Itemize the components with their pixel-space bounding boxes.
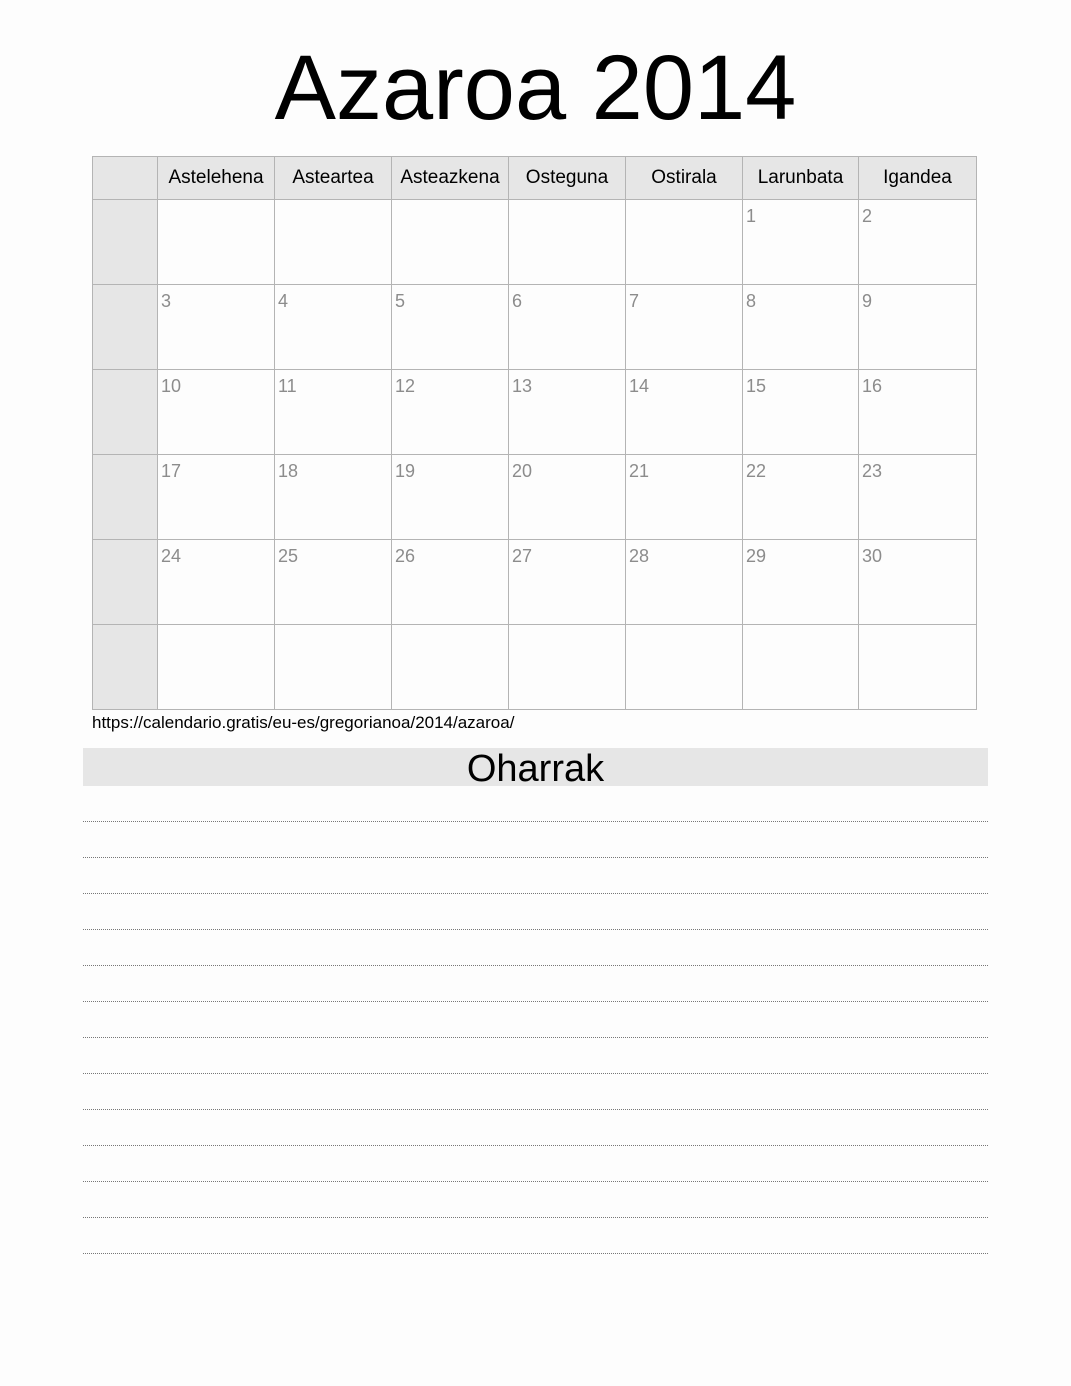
day-cell — [275, 200, 392, 285]
day-cell — [509, 200, 626, 285]
day-number: 26 — [395, 546, 416, 566]
day-number: 15 — [746, 376, 767, 396]
day-number — [626, 200, 742, 206]
day-number: 7 — [629, 291, 640, 311]
day-number: 23 — [862, 461, 883, 481]
day-cell — [392, 455, 509, 540]
day-cell — [509, 625, 626, 710]
day-cell — [626, 455, 743, 540]
day-cell — [392, 625, 509, 710]
day-number — [743, 625, 858, 631]
weekday-header: Igandea — [859, 157, 977, 200]
day-number — [392, 625, 508, 631]
day-cell — [626, 370, 743, 455]
day-cell — [275, 285, 392, 370]
day-number: 8 — [746, 291, 757, 311]
day-cell — [392, 370, 509, 455]
week-row — [93, 200, 977, 285]
day-cell — [743, 200, 859, 285]
day-cell — [509, 285, 626, 370]
week-row — [93, 455, 977, 540]
note-line — [83, 1146, 988, 1182]
day-number: 17 — [161, 461, 182, 481]
day-cell — [626, 285, 743, 370]
week-number-cell — [93, 455, 158, 540]
day-cell — [859, 455, 977, 540]
weekday-header: Osteguna — [509, 157, 626, 200]
notes-area — [83, 786, 988, 1254]
note-line — [83, 966, 988, 1002]
day-number: 21 — [629, 461, 650, 481]
day-cell — [158, 625, 275, 710]
day-cell — [859, 625, 977, 710]
day-cell — [158, 200, 275, 285]
day-cell — [509, 370, 626, 455]
day-cell — [275, 370, 392, 455]
day-cell — [743, 625, 859, 710]
day-cell — [392, 285, 509, 370]
week-row — [93, 285, 977, 370]
note-line — [83, 822, 988, 858]
day-number: 22 — [746, 461, 767, 481]
day-cell — [275, 625, 392, 710]
note-line — [83, 894, 988, 930]
note-line — [83, 1182, 988, 1218]
week-number-cell — [93, 370, 158, 455]
day-cell — [743, 455, 859, 540]
day-cell — [859, 285, 977, 370]
day-cell — [626, 625, 743, 710]
day-number: 14 — [629, 376, 650, 396]
day-number: 24 — [161, 546, 182, 566]
day-cell — [275, 455, 392, 540]
day-cell — [158, 285, 275, 370]
note-line — [83, 786, 988, 822]
weekday-header-row — [93, 157, 977, 200]
note-line — [83, 1074, 988, 1110]
note-line — [83, 1002, 988, 1038]
day-number: 29 — [746, 546, 767, 566]
day-number: 18 — [278, 461, 299, 481]
day-cell — [392, 200, 509, 285]
day-number — [509, 200, 625, 206]
week-number-header — [93, 157, 158, 200]
day-number: 12 — [395, 376, 416, 396]
week-number-cell — [93, 200, 158, 285]
weekday-header: Asteartea — [275, 157, 392, 200]
day-cell — [859, 200, 977, 285]
day-number: 20 — [512, 461, 533, 481]
day-cell — [743, 540, 859, 625]
day-number: 30 — [862, 546, 883, 566]
day-number: 3 — [161, 291, 172, 311]
day-number: 25 — [278, 546, 299, 566]
note-line — [83, 930, 988, 966]
week-row — [93, 370, 977, 455]
day-number: 13 — [512, 376, 533, 396]
day-number — [392, 200, 508, 206]
weekday-header: Asteazkena — [392, 157, 509, 200]
day-number — [275, 200, 391, 206]
day-number: 2 — [862, 206, 873, 226]
day-cell — [158, 540, 275, 625]
week-number-cell — [93, 540, 158, 625]
weekday-header: Larunbata — [743, 157, 859, 200]
day-number: 10 — [161, 376, 182, 396]
day-number — [859, 625, 976, 631]
week-row — [93, 625, 977, 710]
weekday-header: Astelehena — [158, 157, 275, 200]
day-cell — [158, 455, 275, 540]
day-cell — [158, 370, 275, 455]
day-cell — [743, 285, 859, 370]
day-number — [275, 625, 391, 631]
day-cell — [509, 455, 626, 540]
day-number: 9 — [862, 291, 873, 311]
day-number: 11 — [278, 376, 297, 396]
calendar-grid — [92, 156, 977, 710]
day-cell — [626, 540, 743, 625]
day-number — [509, 625, 625, 631]
week-number-cell — [93, 625, 158, 710]
day-number: 5 — [395, 291, 406, 311]
note-line — [83, 1038, 988, 1074]
day-number: 19 — [395, 461, 416, 481]
day-number — [158, 200, 274, 206]
week-number-cell — [93, 285, 158, 370]
calendar-title: Azaroa 2014 — [274, 37, 797, 139]
notes-title: Oharrak — [83, 748, 988, 786]
day-number — [158, 625, 274, 631]
day-number: 28 — [629, 546, 650, 566]
day-cell — [392, 540, 509, 625]
day-number: 16 — [862, 376, 883, 396]
week-row — [93, 540, 977, 625]
source-url: https://calendario.gratis/eu-es/gregorianoa/2014/azaroa/ — [92, 713, 515, 732]
day-cell — [859, 540, 977, 625]
note-line — [83, 1218, 988, 1254]
day-cell — [509, 540, 626, 625]
day-cell — [275, 540, 392, 625]
note-line — [83, 858, 988, 894]
weekday-header: Ostirala — [626, 157, 743, 200]
day-cell — [743, 370, 859, 455]
note-line — [83, 1110, 988, 1146]
day-cell — [626, 200, 743, 285]
day-cell — [859, 370, 977, 455]
day-number — [626, 625, 742, 631]
day-number: 1 — [746, 206, 757, 226]
day-number: 4 — [278, 291, 289, 311]
day-number: 6 — [512, 291, 523, 311]
day-number: 27 — [512, 546, 533, 566]
